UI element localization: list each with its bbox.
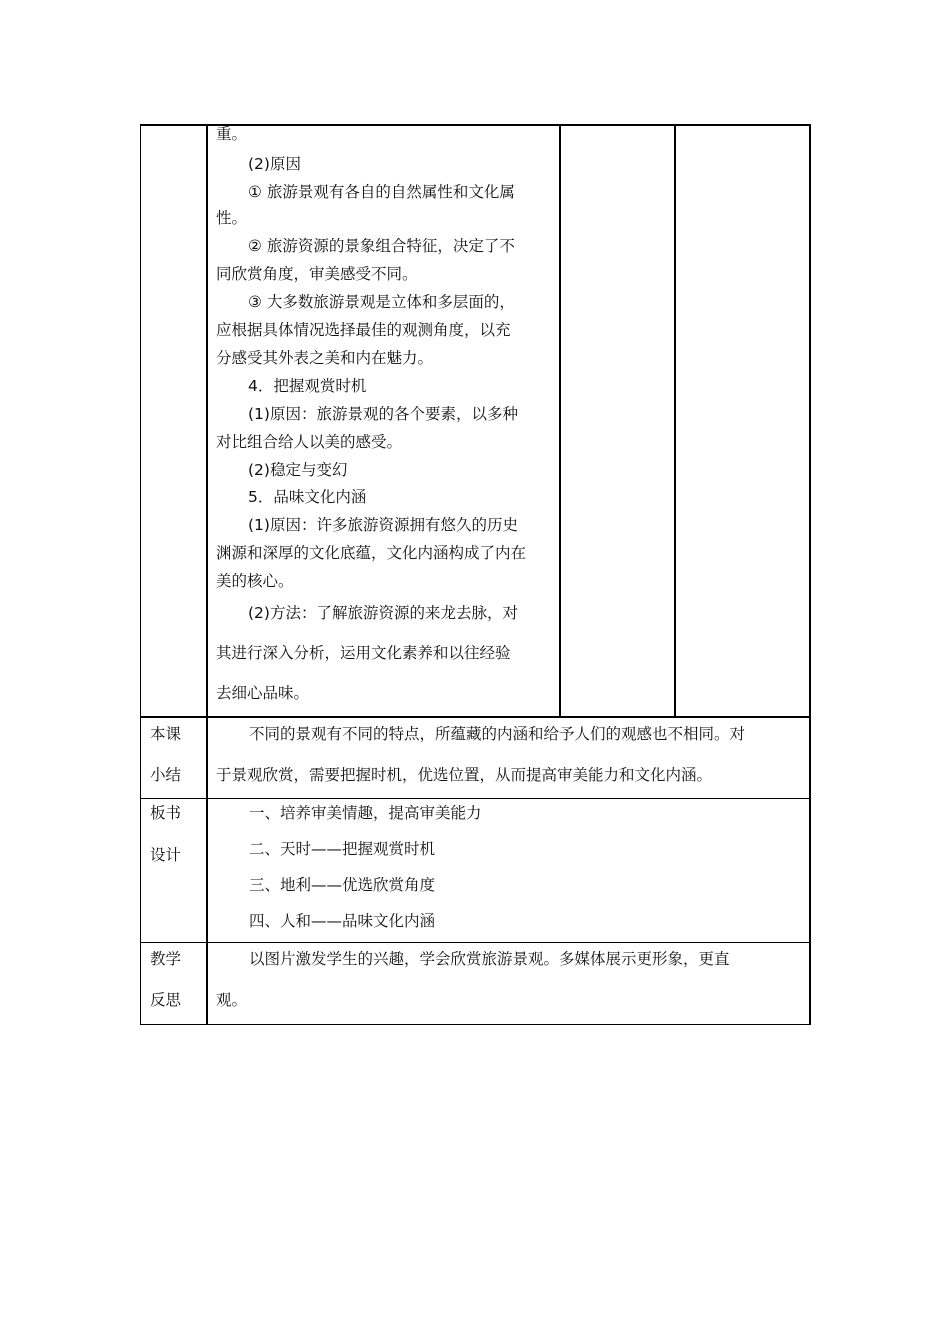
content-column-divider — [559, 124, 561, 718]
table-border-right — [809, 124, 811, 1025]
content-line: 5．品味文化内涵 — [248, 488, 367, 506]
content-line: ① 旅游景观有各自的自然属性和文化属 — [248, 183, 515, 201]
content-line: ② 旅游资源的景象组合特征，决定了不 — [248, 237, 515, 255]
content-line: (2)方法：了解旅游资源的来龙去脉，对 — [248, 604, 518, 622]
content-line: 分感受其外表之美和内在魅力。 — [216, 349, 434, 367]
content-line: 渊源和深厚的文化底蕴，文化内涵构成了内在 — [216, 544, 527, 562]
summary-label: 本课 — [150, 725, 182, 743]
content-line: ③ 大多数旅游景观是立体和多层面的， — [248, 293, 515, 311]
board-item: 二、天时——把握观赏时机 — [249, 840, 436, 858]
content-line: 同欣赏角度，审美感受不同。 — [216, 265, 418, 283]
content-line: 4．把握观赏时机 — [248, 377, 367, 395]
board-item: 四、人和——品味文化内涵 — [249, 912, 436, 930]
summary-text: 不同的景观有不同的特点，所蕴藏的内涵和给予人们的观感也不相同。对 — [249, 725, 746, 743]
board-item: 一、培养审美情趣，提高审美能力 — [249, 804, 482, 822]
board-row-bottom-border — [140, 942, 810, 943]
content-line: 美的核心。 — [216, 572, 294, 590]
board-item: 三、地利——优选欣赏角度 — [249, 876, 436, 894]
upper-section-bottom-border — [140, 716, 810, 718]
content-line: 应根据具体情况选择最佳的观测角度，以充 — [216, 321, 511, 339]
content-line: 性。 — [216, 209, 248, 227]
board-design-label: 板书 — [150, 804, 182, 822]
content-line: 其进行深入分析，运用文化素养和以往经验 — [216, 644, 511, 662]
summary-label: 小结 — [150, 766, 182, 784]
reflection-text: 观。 — [216, 991, 248, 1009]
summary-text: 于景观欣赏，需要把握时机，优选位置，从而提高审美能力和文化内涵。 — [216, 766, 713, 784]
label-column-divider — [206, 124, 208, 1025]
reflection-label: 反思 — [150, 991, 182, 1009]
board-design-label: 设计 — [150, 846, 182, 864]
notes-column-divider — [674, 124, 676, 718]
content-line: (1)原因：旅游景观的各个要素，以多种 — [248, 405, 518, 423]
content-line: (2)原因 — [248, 155, 301, 173]
table-border-bottom — [140, 1024, 810, 1025]
table-border-left — [140, 124, 141, 1025]
content-line: (2)稳定与变幻 — [248, 461, 348, 479]
content-line: 重。 — [216, 125, 248, 143]
content-line: 对比组合给人以美的感受。 — [216, 433, 403, 451]
content-line: (1)原因：许多旅游资源拥有悠久的历史 — [248, 516, 518, 534]
summary-row-bottom-border — [140, 798, 810, 799]
content-line: 去细心品味。 — [216, 684, 310, 702]
reflection-label: 教学 — [150, 950, 182, 968]
reflection-text: 以图片激发学生的兴趣，学会欣赏旅游景观。多媒体展示更形象，更直 — [249, 950, 730, 968]
